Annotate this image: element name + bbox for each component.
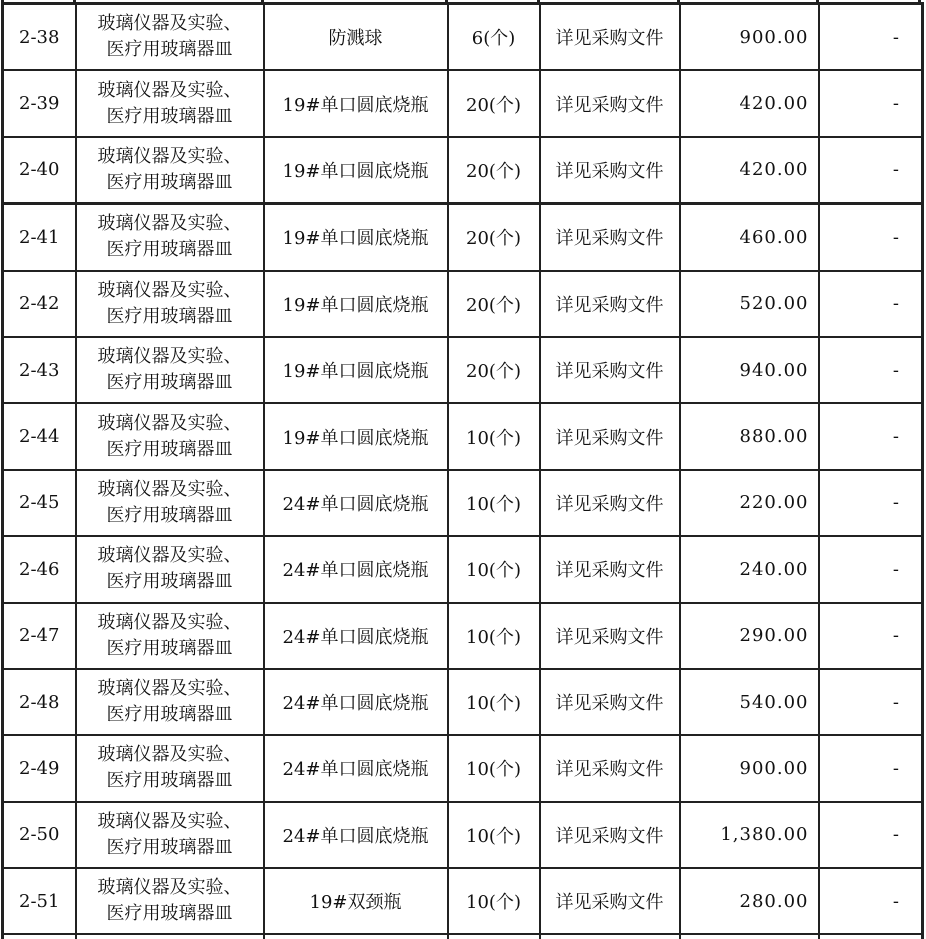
price: 540.00 bbox=[739, 691, 809, 713]
item-name: 24#单口圆底烧瓶 bbox=[282, 825, 429, 847]
table-row bbox=[3, 802, 923, 868]
category-line-1: 玻璃仪器及实验、 bbox=[97, 678, 242, 700]
category-cell bbox=[76, 403, 264, 469]
spec-cell bbox=[540, 137, 680, 204]
price: 420.00 bbox=[739, 159, 809, 181]
item-no-cell bbox=[3, 403, 76, 469]
spec: 详见采购文件 bbox=[555, 160, 664, 182]
item-no: 2-45 bbox=[19, 492, 60, 514]
item-no: 2-47 bbox=[19, 625, 60, 647]
category-line-2: 医疗用玻璃器皿 bbox=[106, 637, 233, 659]
category-cell bbox=[76, 470, 264, 536]
partial-cell bbox=[680, 934, 819, 939]
partial-cell bbox=[76, 934, 264, 939]
category-line-1: 玻璃仪器及实验、 bbox=[97, 545, 242, 567]
category-line-1: 玻璃仪器及实验、 bbox=[97, 145, 242, 167]
price-cell bbox=[680, 802, 819, 868]
category-line-2: 医疗用玻璃器皿 bbox=[106, 372, 233, 394]
item-name-cell bbox=[264, 137, 448, 204]
category-cell bbox=[76, 669, 264, 735]
price: 420.00 bbox=[739, 93, 809, 115]
quantity-cell bbox=[448, 70, 540, 136]
price-cell bbox=[680, 4, 819, 71]
item-name-cell bbox=[264, 204, 448, 271]
item-no-cell bbox=[3, 735, 76, 801]
table-row bbox=[3, 603, 923, 669]
category-line-1: 玻璃仪器及实验、 bbox=[97, 810, 242, 832]
category-line-2: 医疗用玻璃器皿 bbox=[106, 305, 233, 327]
category-cell bbox=[76, 70, 264, 136]
quantity-cell bbox=[448, 337, 540, 403]
quantity: 10(个) bbox=[466, 825, 521, 847]
item-name: 19#单口圆底烧瓶 bbox=[282, 361, 429, 383]
note-cell bbox=[819, 137, 923, 204]
item-name: 19#单口圆底烧瓶 bbox=[282, 294, 429, 316]
table-row bbox=[3, 470, 923, 536]
spec: 详见采购文件 bbox=[555, 493, 664, 515]
spec-cell bbox=[540, 337, 680, 403]
quantity-cell bbox=[448, 271, 540, 337]
price: 880.00 bbox=[739, 426, 809, 448]
spec-cell bbox=[540, 868, 680, 934]
item-no-cell bbox=[3, 802, 76, 868]
category-cell bbox=[76, 271, 264, 337]
spec-cell bbox=[540, 204, 680, 271]
spec: 详见采购文件 bbox=[555, 892, 664, 914]
note: - bbox=[892, 359, 899, 381]
quantity: 10(个) bbox=[466, 693, 521, 715]
item-no-cell bbox=[3, 204, 76, 271]
category-line-2: 医疗用玻璃器皿 bbox=[106, 770, 233, 792]
table-row bbox=[3, 669, 923, 735]
spec: 详见采购文件 bbox=[555, 693, 664, 715]
category-line-2: 医疗用玻璃器皿 bbox=[106, 903, 233, 925]
note: - bbox=[892, 26, 899, 48]
category-cell bbox=[76, 802, 264, 868]
price-cell bbox=[680, 868, 819, 934]
note: - bbox=[892, 426, 899, 448]
category-cell bbox=[76, 536, 264, 602]
price: 900.00 bbox=[739, 26, 809, 48]
price-cell bbox=[680, 735, 819, 801]
category-line-2: 医疗用玻璃器皿 bbox=[106, 239, 233, 261]
item-no: 2-51 bbox=[19, 890, 60, 912]
spec: 详见采购文件 bbox=[555, 427, 664, 449]
spec-cell bbox=[540, 271, 680, 337]
item-name-cell bbox=[264, 70, 448, 136]
spec-cell bbox=[540, 536, 680, 602]
category-line-2: 医疗用玻璃器皿 bbox=[106, 504, 233, 526]
item-no-cell bbox=[3, 337, 76, 403]
table-row bbox=[3, 204, 923, 271]
item-name-cell bbox=[264, 868, 448, 934]
price-cell bbox=[680, 536, 819, 602]
table-row bbox=[3, 271, 923, 337]
item-no-cell bbox=[3, 137, 76, 204]
category-line-1: 玻璃仪器及实验、 bbox=[97, 611, 242, 633]
note-cell bbox=[819, 70, 923, 136]
price: 280.00 bbox=[739, 890, 809, 912]
item-no: 2-42 bbox=[19, 293, 60, 315]
spec: 详见采购文件 bbox=[555, 361, 664, 383]
price-cell bbox=[680, 70, 819, 136]
item-name: 24#单口圆底烧瓶 bbox=[282, 693, 429, 715]
spec: 详见采购文件 bbox=[555, 28, 664, 50]
price: 520.00 bbox=[739, 293, 809, 315]
item-no: 2-38 bbox=[19, 26, 60, 48]
note-cell bbox=[819, 337, 923, 403]
item-name: 19#双颈瓶 bbox=[309, 892, 402, 914]
note: - bbox=[892, 625, 899, 647]
spec: 详见采购文件 bbox=[555, 294, 664, 316]
table-row bbox=[3, 536, 923, 602]
item-no: 2-46 bbox=[19, 558, 60, 580]
quantity-cell bbox=[448, 868, 540, 934]
item-name: 19#单口圆底烧瓶 bbox=[282, 94, 429, 116]
category-line-1: 玻璃仪器及实验、 bbox=[97, 478, 242, 500]
price-cell bbox=[680, 603, 819, 669]
category-cell bbox=[76, 4, 264, 71]
note: - bbox=[892, 492, 899, 514]
table-row bbox=[3, 337, 923, 403]
item-no: 2-50 bbox=[19, 824, 60, 846]
quantity: 20(个) bbox=[466, 361, 521, 383]
price: 240.00 bbox=[739, 558, 809, 580]
category-line-2: 医疗用玻璃器皿 bbox=[106, 39, 233, 61]
item-name-cell bbox=[264, 536, 448, 602]
category-cell bbox=[76, 137, 264, 204]
quantity-cell bbox=[448, 4, 540, 71]
item-name: 24#单口圆底烧瓶 bbox=[282, 560, 429, 582]
note: - bbox=[892, 293, 899, 315]
spec: 详见采购文件 bbox=[555, 626, 664, 648]
spec-cell bbox=[540, 403, 680, 469]
partial-cell bbox=[264, 934, 448, 939]
partial-cell bbox=[3, 934, 76, 939]
item-name: 19#单口圆底烧瓶 bbox=[282, 427, 429, 449]
note-cell bbox=[819, 536, 923, 602]
price-cell bbox=[680, 669, 819, 735]
category-line-1: 玻璃仪器及实验、 bbox=[97, 79, 242, 101]
item-name: 19#单口圆底烧瓶 bbox=[282, 160, 429, 182]
category-cell bbox=[76, 204, 264, 271]
note: - bbox=[892, 226, 899, 248]
quantity: 20(个) bbox=[466, 160, 521, 182]
item-name: 19#单口圆底烧瓶 bbox=[282, 228, 429, 250]
note: - bbox=[892, 691, 899, 713]
spec-cell bbox=[540, 4, 680, 71]
item-name-cell bbox=[264, 337, 448, 403]
price-cell bbox=[680, 271, 819, 337]
item-name-cell bbox=[264, 735, 448, 801]
quantity-cell bbox=[448, 403, 540, 469]
price: 900.00 bbox=[739, 757, 809, 779]
note: - bbox=[892, 558, 899, 580]
category-line-1: 玻璃仪器及实验、 bbox=[97, 877, 242, 899]
quantity-cell bbox=[448, 137, 540, 204]
category-cell bbox=[76, 868, 264, 934]
note: - bbox=[892, 93, 899, 115]
spec-cell bbox=[540, 70, 680, 136]
category-line-1: 玻璃仪器及实验、 bbox=[97, 412, 242, 434]
note-cell bbox=[819, 802, 923, 868]
quantity-cell bbox=[448, 603, 540, 669]
table-row bbox=[3, 70, 923, 136]
note-cell bbox=[819, 4, 923, 71]
item-no: 2-39 bbox=[19, 93, 60, 115]
item-no: 2-41 bbox=[19, 226, 60, 248]
item-no-cell bbox=[3, 470, 76, 536]
partial-row bbox=[3, 934, 923, 939]
quantity: 10(个) bbox=[466, 759, 521, 781]
quantity: 10(个) bbox=[466, 427, 521, 449]
note-cell bbox=[819, 735, 923, 801]
price: 290.00 bbox=[739, 625, 809, 647]
note-cell bbox=[819, 403, 923, 469]
category-cell bbox=[76, 603, 264, 669]
category-line-2: 医疗用玻璃器皿 bbox=[106, 171, 233, 193]
quantity: 10(个) bbox=[466, 626, 521, 648]
note-cell bbox=[819, 868, 923, 934]
item-name-cell bbox=[264, 669, 448, 735]
note-cell bbox=[819, 669, 923, 735]
item-name: 24#单口圆底烧瓶 bbox=[282, 493, 429, 515]
table-row bbox=[3, 868, 923, 934]
item-no-cell bbox=[3, 868, 76, 934]
quantity-cell bbox=[448, 470, 540, 536]
procurement-items-table bbox=[1, 2, 924, 939]
quantity: 20(个) bbox=[466, 94, 521, 116]
item-no: 2-43 bbox=[19, 359, 60, 381]
category-cell bbox=[76, 735, 264, 801]
quantity: 20(个) bbox=[466, 294, 521, 316]
item-no-cell bbox=[3, 70, 76, 136]
note-cell bbox=[819, 271, 923, 337]
table-row bbox=[3, 137, 923, 204]
item-name-cell bbox=[264, 271, 448, 337]
quantity-cell bbox=[448, 204, 540, 271]
item-name-cell bbox=[264, 470, 448, 536]
quantity: 10(个) bbox=[466, 560, 521, 582]
table-row bbox=[3, 735, 923, 801]
price-cell bbox=[680, 470, 819, 536]
item-no: 2-44 bbox=[19, 426, 60, 448]
category-line-2: 医疗用玻璃器皿 bbox=[106, 571, 233, 593]
item-no: 2-40 bbox=[19, 159, 60, 181]
spec: 详见采购文件 bbox=[555, 560, 664, 582]
quantity: 10(个) bbox=[466, 493, 521, 515]
category-line-2: 医疗用玻璃器皿 bbox=[106, 438, 233, 460]
note: - bbox=[892, 757, 899, 779]
category-line-1: 玻璃仪器及实验、 bbox=[97, 346, 242, 368]
partial-cell bbox=[448, 934, 540, 939]
price: 1,380.00 bbox=[720, 824, 809, 846]
price: 460.00 bbox=[739, 226, 809, 248]
quantity: 20(个) bbox=[466, 228, 521, 250]
item-no-cell bbox=[3, 669, 76, 735]
spec-cell bbox=[540, 669, 680, 735]
spec-cell bbox=[540, 470, 680, 536]
note: - bbox=[892, 159, 899, 181]
price-cell bbox=[680, 337, 819, 403]
category-line-2: 医疗用玻璃器皿 bbox=[106, 836, 233, 858]
quantity: 6(个) bbox=[471, 28, 516, 50]
quantity: 10(个) bbox=[466, 892, 521, 914]
item-name-cell bbox=[264, 603, 448, 669]
category-line-1: 玻璃仪器及实验、 bbox=[97, 13, 242, 35]
item-name: 24#单口圆底烧瓶 bbox=[282, 759, 429, 781]
spec-cell bbox=[540, 802, 680, 868]
item-no: 2-49 bbox=[19, 757, 60, 779]
spec: 详见采购文件 bbox=[555, 825, 664, 847]
category-line-1: 玻璃仪器及实验、 bbox=[97, 744, 242, 766]
note-cell bbox=[819, 470, 923, 536]
quantity-cell bbox=[448, 669, 540, 735]
note: - bbox=[892, 890, 899, 912]
category-line-1: 玻璃仪器及实验、 bbox=[97, 279, 242, 301]
partial-cell bbox=[819, 934, 923, 939]
price-cell bbox=[680, 204, 819, 271]
item-no-cell bbox=[3, 271, 76, 337]
item-no-cell bbox=[3, 536, 76, 602]
quantity-cell bbox=[448, 802, 540, 868]
price-cell bbox=[680, 403, 819, 469]
spec: 详见采购文件 bbox=[555, 759, 664, 781]
table-row bbox=[3, 4, 923, 71]
spec-cell bbox=[540, 603, 680, 669]
spec: 详见采购文件 bbox=[555, 228, 664, 250]
category-line-1: 玻璃仪器及实验、 bbox=[97, 213, 242, 235]
item-name: 防溅球 bbox=[328, 28, 383, 50]
table-row bbox=[3, 403, 923, 469]
item-name-cell bbox=[264, 802, 448, 868]
category-cell bbox=[76, 337, 264, 403]
category-line-2: 医疗用玻璃器皿 bbox=[106, 704, 233, 726]
item-name-cell bbox=[264, 4, 448, 71]
spec: 详见采购文件 bbox=[555, 94, 664, 116]
note-cell bbox=[819, 603, 923, 669]
price: 220.00 bbox=[739, 492, 809, 514]
item-no-cell bbox=[3, 4, 76, 71]
category-line-2: 医疗用玻璃器皿 bbox=[106, 105, 233, 127]
quantity-cell bbox=[448, 536, 540, 602]
item-name: 24#单口圆底烧瓶 bbox=[282, 626, 429, 648]
note: - bbox=[892, 824, 899, 846]
item-no: 2-48 bbox=[19, 691, 60, 713]
item-name-cell bbox=[264, 403, 448, 469]
item-no-cell bbox=[3, 603, 76, 669]
note-cell bbox=[819, 204, 923, 271]
spec-cell bbox=[540, 735, 680, 801]
partial-cell bbox=[540, 934, 680, 939]
price: 940.00 bbox=[739, 359, 809, 381]
quantity-cell bbox=[448, 735, 540, 801]
price-cell bbox=[680, 137, 819, 204]
